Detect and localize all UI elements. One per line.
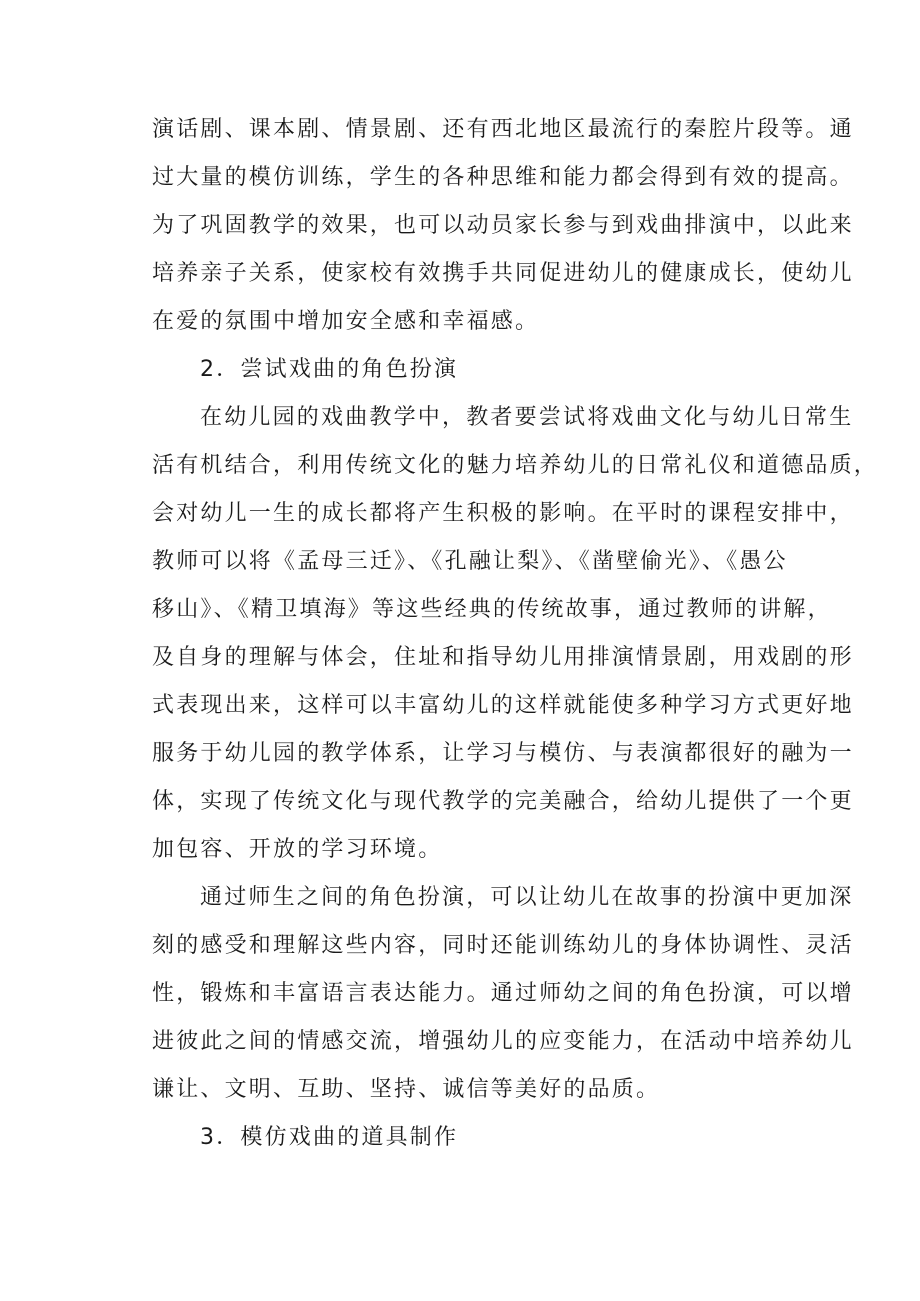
paragraph-line: 性，锻炼和丰富语言表达能力。通过师幼之间的角色扮演，可以增 bbox=[152, 981, 854, 1006]
paragraph-line: 移山》、《精卫填海》等这些经典的传统故事，通过教师的讲解， bbox=[152, 597, 832, 622]
paragraph-line: 进彼此之间的情感交流，增强幼儿的应变能力，在活动中培养幼儿 bbox=[152, 1029, 854, 1054]
paragraph-line: 为了巩固教学的效果，也可以动员家长参与到戏曲排演中，以此来 bbox=[152, 213, 854, 238]
paragraph-line: 在爱的氛围中增加安全感和幸福感。 bbox=[152, 309, 540, 334]
paragraph-line: 培养亲子关系，使家校有效携手共同促进幼儿的健康成长，使幼儿 bbox=[152, 261, 854, 286]
section-heading: 3．模仿戏曲的道具制作 bbox=[200, 1125, 459, 1150]
paragraph-line: 刻的感受和理解这些内容，同时还能训练幼儿的身体协调性、灵活 bbox=[152, 933, 854, 958]
paragraph-line: 式表现出来，这样可以丰富幼儿的这样就能使多种学习方式更好地 bbox=[152, 693, 854, 718]
paragraph-line: 在幼儿园的戏曲教学中，教者要尝试将戏曲文化与幼儿日常生 bbox=[200, 405, 854, 430]
paragraph-line: 加包容、开放的学习环境。 bbox=[152, 837, 443, 862]
paragraph-line: 教师可以将《孟母三迁》、《孔融让梨》、《凿壁偷光》、《愚公 bbox=[152, 549, 788, 574]
section-heading: 2．尝试戏曲的角色扮演 bbox=[200, 357, 459, 382]
paragraph-line: 体，实现了传统文化与现代教学的完美融合，给幼儿提供了一个更 bbox=[152, 789, 854, 814]
paragraph-line: 及自身的理解与体会，住址和指导幼儿用排演情景剧，用戏剧的形 bbox=[152, 645, 854, 670]
paragraph-line: 演话剧、课本剧、情景剧、还有西北地区最流行的秦腔片段等。通 bbox=[152, 117, 854, 142]
paragraph-line: 活有机结合，利用传统文化的魅力培养幼儿的日常礼仪和道德品质， bbox=[152, 453, 879, 478]
paragraph-line: 会对幼儿一生的成长都将产生积极的影响。在平时的课程安排中， bbox=[152, 501, 854, 526]
paragraph-line: 服务于幼儿园的教学体系，让学习与模仿、与表演都很好的融为一 bbox=[152, 741, 854, 766]
paragraph-line: 通过师生之间的角色扮演，可以让幼儿在故事的扮演中更加深 bbox=[200, 885, 854, 910]
paragraph-line: 谦让、文明、互助、坚持、诚信等美好的品质。 bbox=[152, 1077, 661, 1102]
paragraph-line: 过大量的模仿训练，学生的各种思维和能力都会得到有效的提高。 bbox=[152, 165, 854, 190]
